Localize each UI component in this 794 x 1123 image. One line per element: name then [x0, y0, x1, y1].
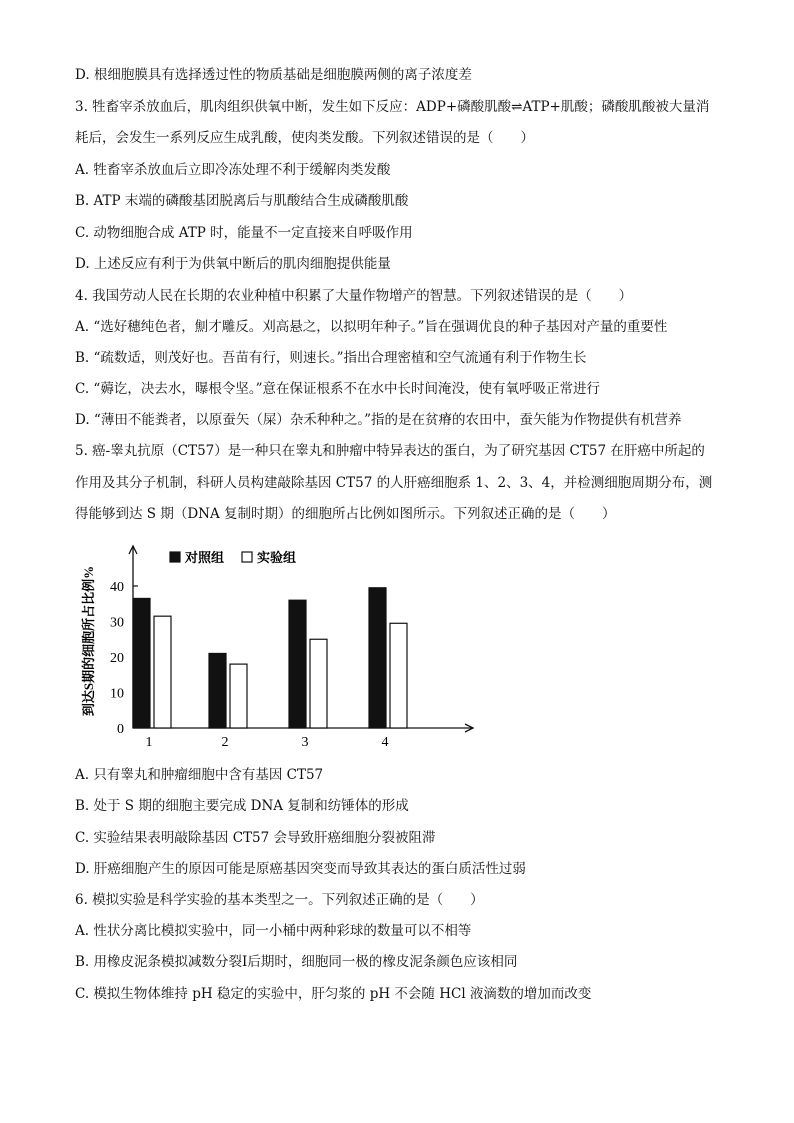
bar-chart	[76, 538, 476, 752]
y-tick-label: 0	[117, 722, 124, 737]
bar-experiment	[390, 623, 407, 728]
legend-label: 实验组	[257, 550, 297, 565]
text-line: A. 只有睾丸和肿瘤细胞中含有基因 CT57	[75, 767, 324, 783]
text-line: B. ATP 末端的磷酸基团脱离后与肌酸结合生成磷酸肌酸	[75, 193, 409, 209]
text-line: C. 模拟生物体维持 pH 稳定的实验中，肝匀浆的 pH 不会随 HCl 液滴数的增加而改变	[75, 986, 592, 1002]
legend-swatch	[242, 552, 252, 562]
bar-control	[369, 588, 386, 728]
legend-swatch	[170, 552, 180, 562]
text-line: D. “薄田不能粪者，以原蚕矢（屎）杂禾种种之。”指的是在贫瘠的农田中，蚕矢能为作物提供有机营养	[75, 412, 682, 428]
bar-experiment	[310, 639, 327, 728]
bar-control	[289, 600, 306, 728]
text-line: A. 牲畜宰杀放血后立即冷冻处理不利于缓解肉类发酸	[75, 162, 391, 178]
text-line: D. 上述反应有利于为供氧中断后的肌肉细胞提供能量	[75, 256, 391, 272]
bar-control	[133, 598, 150, 728]
text-line: 得能够到达 S 期（DNA 复制时期）的细胞所占比例如图所示。下列叙述正确的是（ ）	[75, 506, 616, 522]
bar-experiment	[230, 664, 247, 728]
text-line: C. 实验结果表明敲除基因 CT57 会导致肝癌细胞分裂被阻滞	[75, 830, 436, 846]
text-line: C. “薅讫，决去水，曝根令坚。”意在保证根系不在水中长时间淹没，使有氧呼吸正常进行	[75, 381, 600, 397]
y-tick-label: 40	[110, 580, 124, 595]
x-tick-label: 3	[301, 735, 309, 748]
text-line: B. 处于 S 期的细胞主要完成 DNA 复制和纺锤体的形成	[75, 798, 409, 814]
text-line: C. 动物细胞合成 ATP 时，能量不一定直接来自呼吸作用	[75, 225, 413, 241]
y-axis-label: 到达S期的细胞所占比例%	[81, 565, 96, 717]
text-line: A. 性状分离比模拟实验中，同一小桶中两种彩球的数量可以不相等	[75, 923, 472, 939]
bar-chart-svg	[76, 538, 476, 748]
text-line: A. “选好穗纯色者，劁才雕反。刈高悬之，以拟明年种子。”旨在强调优良的种子基因对产量的重要性	[75, 319, 668, 335]
text-line: 4. 我国劳动人民在长期的农业种植中积累了大量作物增产的智慧。下列叙述错误的是（ ）	[75, 288, 633, 304]
text-line: D. 根细胞膜具有选择透过性的物质基础是细胞膜两侧的离子浓度差	[75, 67, 472, 83]
bar-control	[209, 653, 226, 728]
text-line: 5. 癌-睾丸抗原（CT57）是一种只在睾丸和肿瘤中特异表达的蛋白，为了研究基因 CT57 在肝癌中所起的	[75, 443, 705, 459]
x-tick-label: 1	[145, 735, 153, 748]
x-tick-label: 2	[221, 735, 229, 748]
text-line: D. 肝癌细胞产生的原因可能是原癌基因突变而导致其表达的蛋白质活性过弱	[75, 861, 526, 877]
legend-label: 对照组	[185, 550, 225, 565]
text-line: 3. 牲畜宰杀放血后，肌肉组织供氧中断，发生如下反应：ADP+磷酸肌酸⇌ATP+肌酸；磷酸肌酸被大量消	[75, 99, 710, 115]
y-tick-label: 20	[110, 651, 124, 666]
bar-experiment	[154, 616, 171, 728]
text-line: 6. 模拟实验是科学实验的基本类型之一。下列叙述正确的是（ ）	[75, 892, 484, 908]
text-line: B. “疏数适，则茂好也。吾苗有行，则速长。”指出合理密植和空气流通有利于作物生长	[75, 350, 587, 366]
y-tick-label: 30	[110, 615, 124, 631]
x-tick-label: 4	[381, 735, 389, 748]
text-line: 作用及其分子机制，科研人员构建敲除基因 CT57 的人肝癌细胞系 1、2、3、4，并检测细胞周期分布，测	[75, 475, 713, 491]
text-line: B. 用橡皮泥条模拟减数分裂Ⅰ后期时，细胞同一极的橡皮泥条颜色应该相同	[75, 954, 518, 970]
text-line: 耗后，会发生一系列反应生成乳酸，使肉类发酸。下列叙述错误的是（ ）	[75, 130, 534, 146]
y-tick-label: 10	[110, 686, 124, 702]
